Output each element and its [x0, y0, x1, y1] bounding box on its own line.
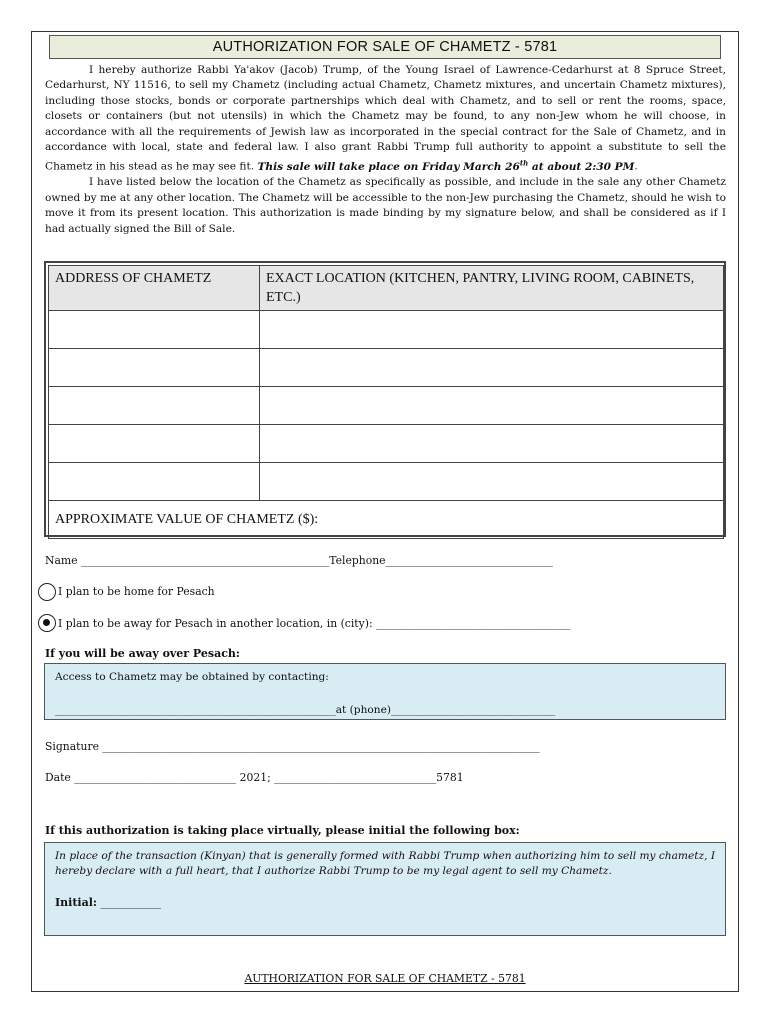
address-cell[interactable] [49, 463, 260, 501]
table-row [49, 387, 724, 425]
date-line[interactable]: Date ______________________________ 2021; ______________________________5781 [45, 771, 464, 784]
table-row [49, 463, 724, 501]
location-cell[interactable] [260, 425, 724, 463]
signature-line[interactable]: Signature _________________________________________________________________________________ [45, 740, 540, 753]
footer-title: AUTHORIZATION FOR SALE OF CHAMETZ - 5781 [244, 972, 526, 985]
access-label: Access to Chametz may be obtained by contacting: [55, 671, 329, 683]
virtual-initial-box [44, 842, 726, 936]
virtual-heading: If this authorization is taking place virtually, please initial the following box: [45, 824, 520, 837]
address-cell[interactable] [49, 349, 260, 387]
away-heading: If you will be away over Pesach: [45, 647, 240, 660]
initial-field[interactable]: Initial: ___________ [55, 896, 161, 909]
location-cell[interactable] [260, 311, 724, 349]
paragraph-authorization: I hereby authorize Rabbi Ya'akov (Jacob) Trump, of the Young Israel of Lawrence-Cedarhurst at 8 Spruce Street, Cedarhurst, NY 11516, to sell my Chametz (including actual Chametz, Chametz mixtures, and uncertain Chametz mixtures), including those stocks, bonds or corporate partnerships which deal with Chametz, and to sell or rent the rooms, space, closets or containers (but not utensils) in which the Chametz may be found, to any non-Jew whom he will choose, in accordance with all the requirements of Jewish law as incorporated in the special contract for the Sale of Chametz, and in accordance with local, state and federal law. I also grant Rabbi Trump full authority to appoint a substitute to sell the Chametz in his stead as he may see fit. This sale will take place on Friday March 26th at about 2:30 PM. [45, 64, 726, 173]
address-cell[interactable] [49, 311, 260, 349]
location-cell[interactable] [260, 349, 724, 387]
table-row [49, 425, 724, 463]
radio-home-label: I plan to be home for Pesach [58, 585, 215, 598]
address-cell[interactable] [49, 387, 260, 425]
column-header-address: ADDRESS OF CHAMETZ [49, 266, 260, 311]
table-row [49, 311, 724, 349]
access-contact-line[interactable]: _____________________________________________________at (phone)_______________________________ [55, 704, 556, 716]
location-cell[interactable] [260, 387, 724, 425]
access-box [44, 663, 726, 720]
sale-time-emphasis: This sale will take place on Friday March 26th at about 2:30 PM [257, 158, 635, 173]
address-cell[interactable] [49, 425, 260, 463]
table-row [49, 349, 724, 387]
authorization-text [45, 63, 726, 237]
radio-home-for-pesach[interactable] [38, 583, 56, 601]
approximate-value-field[interactable]: APPROXIMATE VALUE OF CHAMETZ ($): [49, 501, 724, 539]
name-telephone-line[interactable]: Name ______________________________________________Telephone_______________________________ [45, 554, 553, 567]
document-title: AUTHORIZATION FOR SALE OF CHAMETZ - 5781 [49, 35, 721, 59]
paragraph-location: I have listed below the location of the Chametz as specifically as possible, and include in the sale any other Chametz owned by me at any other location. The Chametz will be accessible to the non-Jew purchasing the Chametz, should he wish to move it from its present location. This authorization is made binding by my signature below, and shall be considered as if I had actually signed the Bill of Sale. [45, 176, 726, 235]
radio-away-for-pesach[interactable] [38, 614, 56, 632]
location-cell[interactable] [260, 463, 724, 501]
virtual-declaration-text: In place of the transaction (Kinyan) that is generally formed with Rabbi Trump when authorizing him to sell my chametz, I hereby declare with a full heart, that I authorize Rabbi Trump to be my legal agent to sell my Chametz. [55, 850, 716, 877]
column-header-location: EXACT LOCATION (KITCHEN, PANTRY, LIVING ROOM, CABINETS, ETC.) [260, 266, 724, 311]
chametz-location-table [48, 265, 724, 539]
radio-away-label[interactable]: I plan to be away for Pesach in another location, in (city): ____________________________________ [58, 617, 571, 630]
